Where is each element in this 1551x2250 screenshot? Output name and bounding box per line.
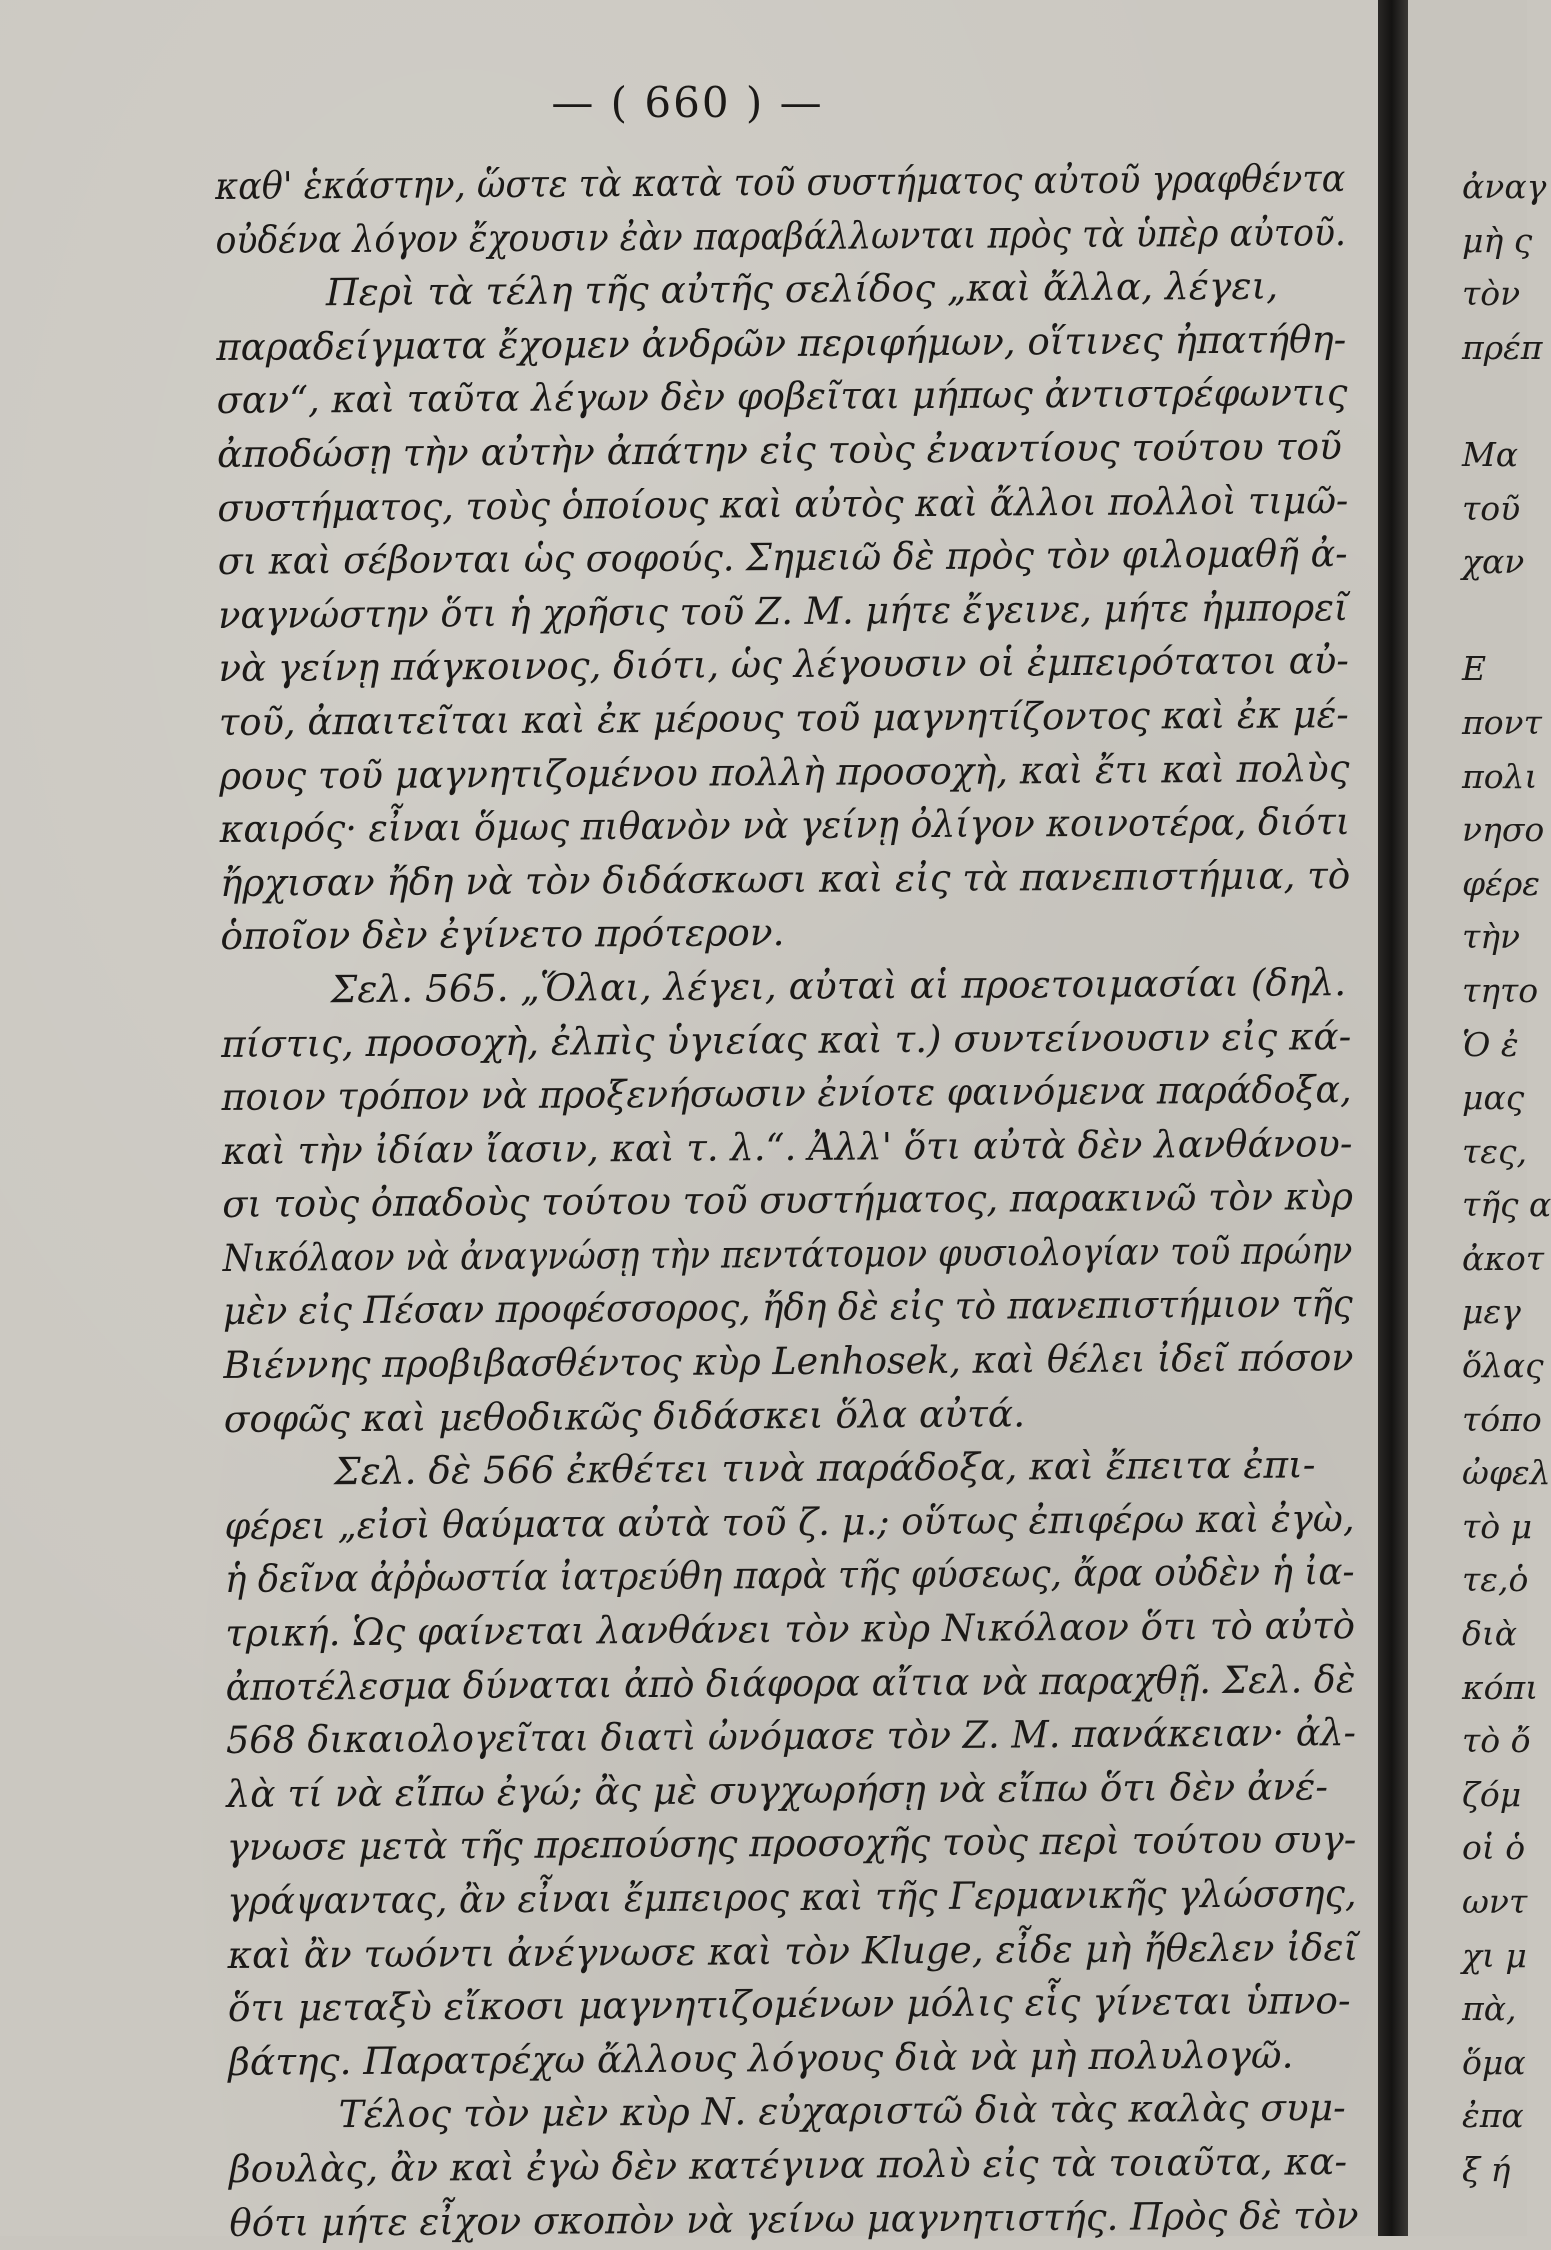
next-page-line: μας	[1462, 1078, 1525, 1118]
next-page-line: τοῦ	[1462, 488, 1521, 528]
text-line: βάτης. Παρατρέχω ἄλλους λόγους διὰ νὰ μὴ πολυλογῶ.	[228, 2032, 1294, 2084]
text-line: Σελ. δὲ 566 ἐκθέτει τινὰ παράδοξα, καὶ ἔπειτα ἐπι-	[334, 1442, 1316, 1494]
next-page-line: πολι	[1462, 756, 1538, 796]
text-line: οὐδένα λόγον ἔχουσιν ἐὰν παραβάλλωνται πρὸς τὰ ὑπὲρ αὐτοῦ.	[215, 209, 1347, 262]
text-line: βουλὰς, ἂν καὶ ἐγὼ δὲν κατέγινα πολὺ εἰς τὰ τοιαῦτα, κα-	[228, 2139, 1348, 2191]
next-page-line: ἐπα	[1462, 2096, 1524, 2136]
text-line: συστήματος, τοὺς ὁποίους καὶ αὐτὸς καὶ ἄλλοι πολλοὶ τιμῶ-	[217, 477, 1349, 530]
next-page-line: φέρε	[1462, 863, 1540, 903]
body-text	[215, 152, 1360, 2250]
next-page-line: τες,	[1462, 1131, 1527, 1171]
next-page-line: Ὁ ἐ	[1462, 1024, 1519, 1064]
next-page-line: ωντ	[1462, 1882, 1528, 1921]
next-page-line: ὅλας	[1462, 1346, 1544, 1386]
text-line: ἡ δεῖνα ἀῤῥωστία ἰατρεύθη παρὰ τῆς φύσεως, ἄρα οὐδὲν ἡ ἰα-	[224, 1549, 1355, 1602]
text-line: ἀποτέλεσμα δύναται ἀπὸ διάφορα αἴτια νὰ παραχθῇ. Σελ. δὲ	[225, 1656, 1356, 1709]
next-page-line: τὴν	[1462, 917, 1521, 957]
next-page-line: μὴ ς	[1462, 220, 1533, 260]
next-page-line: χαν	[1462, 542, 1525, 582]
next-page-line: ποντ	[1462, 702, 1542, 742]
text-line: 568 δικαιολογεῖται διατὶ ὠνόμασε τὸν Ζ. Μ. πανάκειαν· ἀλ-	[225, 1710, 1357, 1763]
text-line: ναγνώστην ὅτι ἡ χρῆσις τοῦ Ζ. Μ. μήτε ἔγεινε, μήτε ἠμπορεῖ	[218, 584, 1349, 637]
text-line: καιρός· εἶναι ὅμως πιθανὸν νὰ γείνῃ ὀλίγον κοινοτέρα, διότι	[219, 799, 1351, 852]
next-page-line: τόπο	[1462, 1399, 1542, 1439]
next-page-line: ζόμ	[1462, 1774, 1522, 1814]
text-line: τοῦ, ἀπαιτεῖται καὶ ἐκ μέρους τοῦ μαγνητίζοντος καὶ ἐκ μέ-	[218, 692, 1349, 744]
next-page-text	[1462, 160, 1551, 2197]
text-line: γνωσε μετὰ τῆς πρεπούσης προσοχῆς τοὺς περὶ τούτου συγ-	[226, 1817, 1357, 1870]
text-line: σαν“, καὶ ταῦτα λέγων δὲν φοβεῖται μήπως ἀντιστρέφωντις	[216, 370, 1348, 423]
text-line: Βιέννης προβιβασθέντος κὺρ Lenhosek, καὶ θέλει ἰδεῖ πόσον	[223, 1335, 1354, 1388]
next-page-line: νησο	[1462, 810, 1545, 850]
text-line: θότι μήτε εἶχον σκοπὸν νὰ γείνω μαγνητιστής. Πρὸς δὲ τὸν	[229, 2192, 1359, 2245]
next-page-line: πρέπ	[1462, 327, 1543, 367]
page-number: — ( 660 ) —	[551, 78, 824, 127]
next-page-line: ὠφελ	[1462, 1453, 1551, 1493]
next-page-line: ἀκοτ	[1462, 1238, 1545, 1278]
next-page-line	[1462, 589, 1551, 643]
text-line: τρική. Ὡς φαίνεται λανθάνει τὸν κὺρ Νικόλαον ὅτι τὸ αὐτὸ	[225, 1603, 1356, 1655]
text-line: Τέλος τὸν μὲν κὺρ Ν. εὐχαριστῶ διὰ τὰς καλὰς συμ-	[338, 2085, 1346, 2137]
text-line: σι τοὺς ὀπαδοὺς τούτου τοῦ συστήματος, παρακινῶ τὸν κὺρ	[222, 1174, 1354, 1227]
text-line: καὶ ἂν τωόντι ἀνέγνωσε καὶ τὸν Kluge, εἶδε μὴ ἤθελεν ἰδεῖ	[227, 1924, 1359, 1977]
text-line: παραδείγματα ἔχομεν ἀνδρῶν περιφήμων, οἵτινες ἠπατήθη-	[216, 316, 1347, 369]
text-line: γράψαντας, ἂν εἶναι ἔμπειρος καὶ τῆς Γερμανικῆς γλώσσης,	[227, 1871, 1357, 1923]
next-page-line: διὰ	[1462, 1614, 1518, 1654]
next-page-line: τὸ ὄ	[1462, 1721, 1531, 1761]
text-line: καθ' ἑκάστην, ὥστε τὰ κατὰ τοῦ συστήματος αὐτοῦ γραφθέντα	[215, 156, 1346, 208]
text-line: ἀποδώσῃ τὴν αὐτὴν ἀπάτην εἰς τοὺς ἐναντίους τούτου τοῦ	[216, 424, 1342, 476]
next-page-line: μεγ	[1462, 1292, 1521, 1332]
next-page-line: πὰ,	[1462, 1989, 1517, 2029]
next-page-line: χι μ	[1462, 1935, 1527, 1975]
next-page-line: κόπι	[1462, 1667, 1539, 1707]
text-line: λὰ τί νὰ εἴπω ἐγώ; ἂς μὲ συγχωρήσῃ νὰ εἴπω ὅτι δὲν ἀνέ-	[226, 1764, 1329, 1816]
text-line: Νικόλαον νὰ ἀναγνώσῃ τὴν πεντάτομον φυσιολογίαν τοῦ πρώην	[222, 1227, 1353, 1280]
next-page-line: τῆς α	[1462, 1185, 1551, 1225]
text-line: σοφῶς καὶ μεθοδικῶς διδάσκει ὅλα αὐτά.	[223, 1391, 1026, 1441]
text-line: ποιον τρόπον νὰ προξενήσωσιν ἐνίοτε φαινόμενα παράδοξα,	[221, 1067, 1352, 1120]
text-line: φέρει „εἰσὶ θαύματα αὐτὰ τοῦ ζ. μ.; οὕτως ἐπιφέρω καὶ ἐγὼ,	[224, 1495, 1355, 1548]
text-line: νὰ γείνῃ πάγκοινος, διότι, ὡς λέγουσιν οἱ ἐμπειρότατοι αὐ-	[218, 638, 1349, 691]
next-page-line: Ε	[1462, 649, 1487, 689]
book-gutter	[1378, 0, 1408, 2236]
next-page-line: οἱ ὁ	[1462, 1828, 1526, 1868]
next-page-line: τε,ὁ	[1462, 1560, 1529, 1600]
next-page-line	[1462, 374, 1551, 428]
next-page-line: ἀναγ	[1462, 167, 1547, 206]
next-page-line: τητο	[1462, 970, 1539, 1010]
next-page-line: τὸν	[1462, 274, 1521, 314]
next-page-line: Μα	[1462, 434, 1519, 474]
text-line: ὅτι μεταξὺ εἴκοσι μαγνητιζομένων μόλις εἷς γίνεται ὑπνο-	[227, 1978, 1351, 2031]
text-line: μὲν εἰς Πέσαν προφέσσορος, ἤδη δὲ εἰς τὸ πανεπιστήμιον τῆς	[222, 1281, 1353, 1334]
text-line: ὁποῖον δὲν ἐγίνετο πρότερον.	[220, 910, 785, 959]
next-page-line: τὸ μ	[1462, 1506, 1533, 1546]
next-page-line: ξ ή	[1462, 2149, 1511, 2189]
text-line: σι καὶ σέβονται ὡς σοφούς. Σημειῶ δὲ πρὸς τὸν φιλομαθῆ ἀ-	[217, 531, 1348, 584]
text-line: ρους τοῦ μαγνητιζομένου πολλὴ προσοχὴ, καὶ ἔτι καὶ πολὺς	[219, 745, 1350, 798]
text-line: Σελ. 565. „Ὅλαι, λέγει, αὐταὶ αἱ προετοιμασίαι (δηλ.	[330, 960, 1347, 1012]
text-line: Περὶ τὰ τέλη τῆς αὐτῆς σελίδος „καὶ ἄλλα, λέγει,	[325, 263, 1279, 315]
text-line: ἤρχισαν ἤδη νὰ τὸν διδάσκωσι καὶ εἰς τὰ πανεπιστήμια, τὸ	[219, 852, 1351, 905]
text-line: καὶ τὴν ἰδίαν ἴασιν, καὶ τ. λ.“. Ἀλλ' ὅτι αὐτὰ δὲν λανθάνου-	[221, 1120, 1353, 1173]
next-page-line: ὅμα	[1462, 2042, 1526, 2082]
text-line: πίστις, προσοχὴ, ἐλπὶς ὑγιείας καὶ τ.) συντείνουσιν εἰς κά-	[221, 1013, 1352, 1066]
